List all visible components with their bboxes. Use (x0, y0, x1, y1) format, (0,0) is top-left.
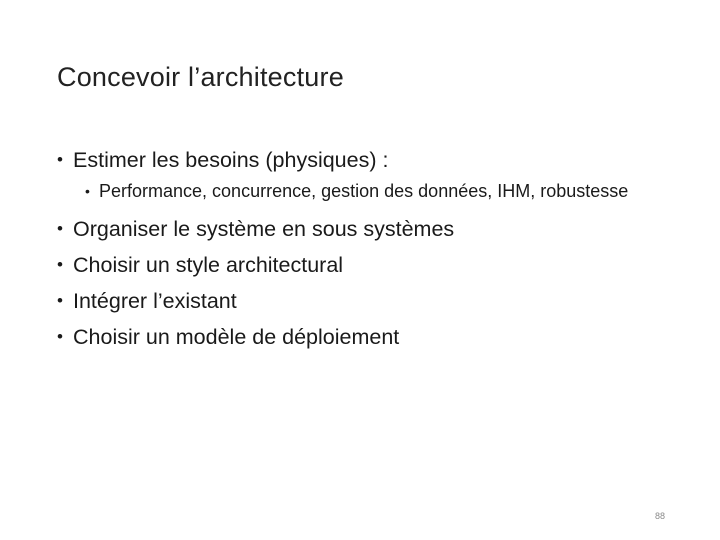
bullet-item (57, 251, 677, 279)
bullet-item (57, 215, 677, 243)
bullet-dot-icon: • (57, 291, 63, 310)
sub-bullet-list (73, 180, 677, 203)
sub-bullet-dot-icon: • (85, 183, 90, 199)
page-number: 88 (655, 511, 666, 521)
bullet-text: Intégrer l’existant (73, 289, 237, 313)
sub-bullet-text: Performance, concurrence, gestion des données, IHM, robustesse (99, 181, 629, 201)
bullet-item (57, 287, 677, 315)
bullet-list (57, 146, 677, 359)
bullet-item (57, 323, 677, 351)
bullet-dot-icon: • (57, 255, 63, 274)
sub-bullet-item (73, 180, 669, 203)
bullet-dot-icon: • (57, 150, 63, 169)
bullet-item (57, 146, 677, 203)
bullet-text: Choisir un modèle de déploiement (73, 325, 400, 349)
bullet-text: Choisir un style architectural (73, 253, 344, 277)
bullet-dot-icon: • (57, 219, 63, 238)
bullet-text: Estimer les besoins (physiques) : (73, 148, 389, 172)
bullet-dot-icon: • (57, 327, 63, 346)
bullet-text: Organiser le système en sous systèmes (73, 217, 455, 241)
slide-title: Concevoir l’architecture (57, 62, 344, 92)
